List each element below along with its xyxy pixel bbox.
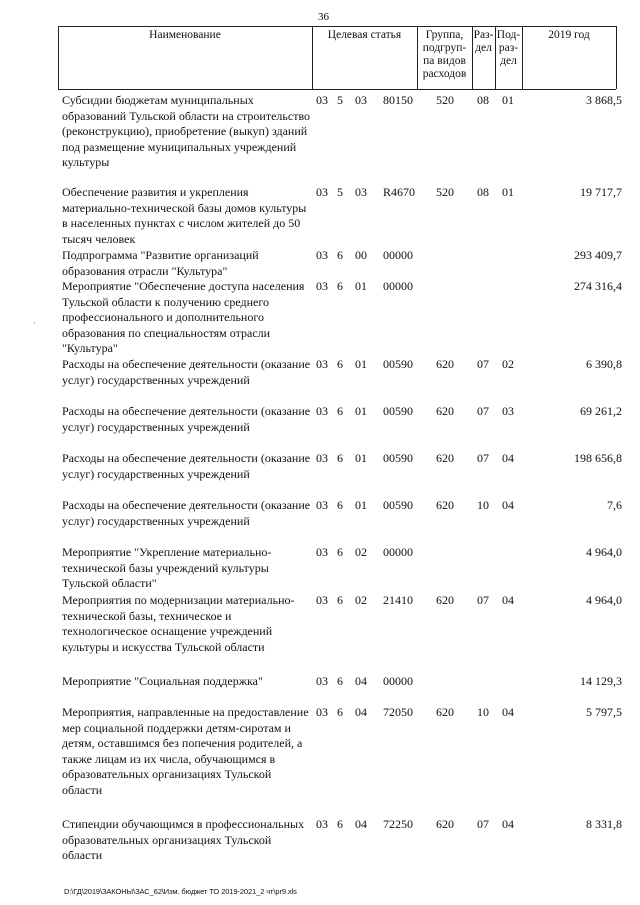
code-direction: 00590 [383, 404, 413, 418]
code-direction: 00000 [383, 545, 413, 559]
code-direction: 72250 [383, 817, 413, 831]
code-direction: 72050 [383, 705, 413, 719]
code-event: 02 [355, 545, 367, 559]
row-name: Мероприятие "Укрепление материально-технической базы учреждений культуры Тульской области" [62, 545, 272, 591]
row-name: Расходы на обеспечение деятельности (оказание услуг) государственных учреждений [62, 451, 311, 481]
row-name: Мероприятия, направленные на предоставление мер социальной поддержки детям-сиротам и детям, оставшимся без попечения родителей, а также лицам из их числа, обучающимся в образовательных организациях Тульской области [62, 705, 309, 797]
code-subprogram: 6 [337, 545, 343, 559]
code-subprogram: 6 [337, 817, 343, 831]
subsection: 01 [502, 93, 514, 107]
code-direction: 00000 [383, 674, 413, 688]
header-target-article: Целевая статья [327, 29, 402, 41]
code-program: 03 [316, 404, 328, 418]
subsection: 01 [502, 185, 514, 199]
subsection: 04 [502, 705, 514, 719]
header-subsection: Под- раз- дел [496, 29, 521, 67]
code-direction: 00590 [383, 357, 413, 371]
code-event: 04 [355, 674, 367, 688]
code-event: 00 [355, 248, 367, 262]
code-subprogram: 6 [337, 357, 343, 371]
code-subprogram: 6 [337, 248, 343, 262]
amount-2019: 5 797,5 [586, 705, 622, 719]
code-event: 01 [355, 279, 367, 293]
header-name: Наименование [149, 29, 221, 41]
amount-2019: 19 717,7 [580, 185, 622, 199]
code-program: 03 [316, 451, 328, 465]
amount-2019: 69 261,2 [580, 404, 622, 418]
section: 10 [477, 498, 489, 512]
code-subprogram: 6 [337, 593, 343, 607]
amount-2019: 4 964,0 [586, 545, 622, 559]
page-number: 36 [318, 11, 329, 23]
expense-group: 520 [436, 185, 454, 199]
amount-2019: 8 331,8 [586, 817, 622, 831]
code-subprogram: 6 [337, 451, 343, 465]
code-direction: 21410 [383, 593, 413, 607]
code-event: 04 [355, 817, 367, 831]
header-bottom-border [58, 89, 616, 90]
code-program: 03 [316, 705, 328, 719]
code-event: 02 [355, 593, 367, 607]
amount-2019: 274 316,4 [574, 279, 622, 293]
subsection: 04 [502, 498, 514, 512]
code-event: 01 [355, 404, 367, 418]
code-subprogram: 6 [337, 498, 343, 512]
expense-group: 620 [436, 593, 454, 607]
col-divider [616, 26, 617, 89]
subsection: 04 [502, 593, 514, 607]
expense-group: 620 [436, 404, 454, 418]
row-name: Субсидии бюджетам муниципальных образований Тульской области на строительство (реконструкцию), приобретение (выкуп) зданий под размещение муниципальных учреждений культуры [62, 93, 311, 170]
amount-2019: 7,6 [607, 498, 622, 512]
expense-group: 620 [436, 498, 454, 512]
code-event: 01 [355, 451, 367, 465]
code-program: 03 [316, 357, 328, 371]
code-program: 03 [316, 593, 328, 607]
row-name: Мероприятие "Обеспечение доступа населения Тульской области к получению среднего профессионального и дополнительного образования по специальностям отрасли "Культура" [62, 279, 305, 356]
margin-dot: · [33, 318, 36, 328]
section: 07 [477, 593, 489, 607]
row-name: Расходы на обеспечение деятельности (оказание услуг) государственных учреждений [62, 404, 311, 434]
amount-2019: 6 390,8 [586, 357, 622, 371]
code-subprogram: 6 [337, 279, 343, 293]
header-group: Группа, подгруп- па видов расходов [422, 29, 467, 80]
code-event: 01 [355, 357, 367, 371]
code-subprogram: 6 [337, 674, 343, 688]
row-name: Стипендии обучающимся в профессиональных образовательных организациях Тульской области [62, 817, 305, 863]
amount-2019: 198 656,8 [574, 451, 622, 465]
code-program: 03 [316, 817, 328, 831]
row-name: Обеспечение развития и укрепления материально-технической базы домов культуры в населенных пунктах с числом жителей до 50 тысяч человек [62, 185, 307, 246]
code-direction: 00000 [383, 248, 413, 262]
code-program: 03 [316, 248, 328, 262]
header-top-border [58, 26, 616, 27]
file-path-footer: D:\ГД\2019\ЗАКОНЫ\ЗАС_62\Изм. бюджет ТО 2019-2021_2 чт\pr9.xls [64, 887, 297, 896]
amount-2019: 4 964,0 [586, 593, 622, 607]
section: 07 [477, 817, 489, 831]
subsection: 04 [502, 451, 514, 465]
expense-group: 620 [436, 451, 454, 465]
section: 07 [477, 357, 489, 371]
header-section: Раз- дел [473, 29, 494, 54]
code-direction: 00590 [383, 451, 413, 465]
code-event: 01 [355, 498, 367, 512]
code-direction: 00000 [383, 279, 413, 293]
code-subprogram: 5 [337, 93, 343, 107]
code-subprogram: 6 [337, 404, 343, 418]
amount-2019: 3 868,5 [586, 93, 622, 107]
code-subprogram: 5 [337, 185, 343, 199]
section: 08 [477, 185, 489, 199]
subsection: 04 [502, 817, 514, 831]
code-program: 03 [316, 545, 328, 559]
amount-2019: 293 409,7 [574, 248, 622, 262]
code-program: 03 [316, 93, 328, 107]
header-year: 2019 год [548, 29, 590, 41]
expense-group: 620 [436, 705, 454, 719]
section: 08 [477, 93, 489, 107]
expense-group: 620 [436, 357, 454, 371]
row-name: Подпрограмма "Развитие организаций образования отрасли "Культура" [62, 248, 259, 278]
code-program: 03 [316, 279, 328, 293]
code-program: 03 [316, 185, 328, 199]
row-name: Расходы на обеспечение деятельности (оказание услуг) государственных учреждений [62, 357, 311, 387]
amount-2019: 14 129,3 [580, 674, 622, 688]
code-program: 03 [316, 498, 328, 512]
code-direction: R4670 [383, 185, 416, 199]
code-event: 03 [355, 93, 367, 107]
code-event: 04 [355, 705, 367, 719]
code-program: 03 [316, 674, 328, 688]
code-direction: 80150 [383, 93, 413, 107]
section: 07 [477, 451, 489, 465]
row-name: Мероприятие "Социальная поддержка" [62, 674, 263, 688]
code-event: 03 [355, 185, 367, 199]
subsection: 02 [502, 357, 514, 371]
section: 10 [477, 705, 489, 719]
row-name: Расходы на обеспечение деятельности (оказание услуг) государственных учреждений [62, 498, 311, 528]
expense-group: 520 [436, 93, 454, 107]
expense-group: 620 [436, 817, 454, 831]
code-direction: 00590 [383, 498, 413, 512]
code-subprogram: 6 [337, 705, 343, 719]
section: 07 [477, 404, 489, 418]
row-name: Мероприятия по модернизации материально-технической базы, техническое и технологическое оснащение учреждений культуры и искусства Тульской области [62, 593, 295, 654]
subsection: 03 [502, 404, 514, 418]
